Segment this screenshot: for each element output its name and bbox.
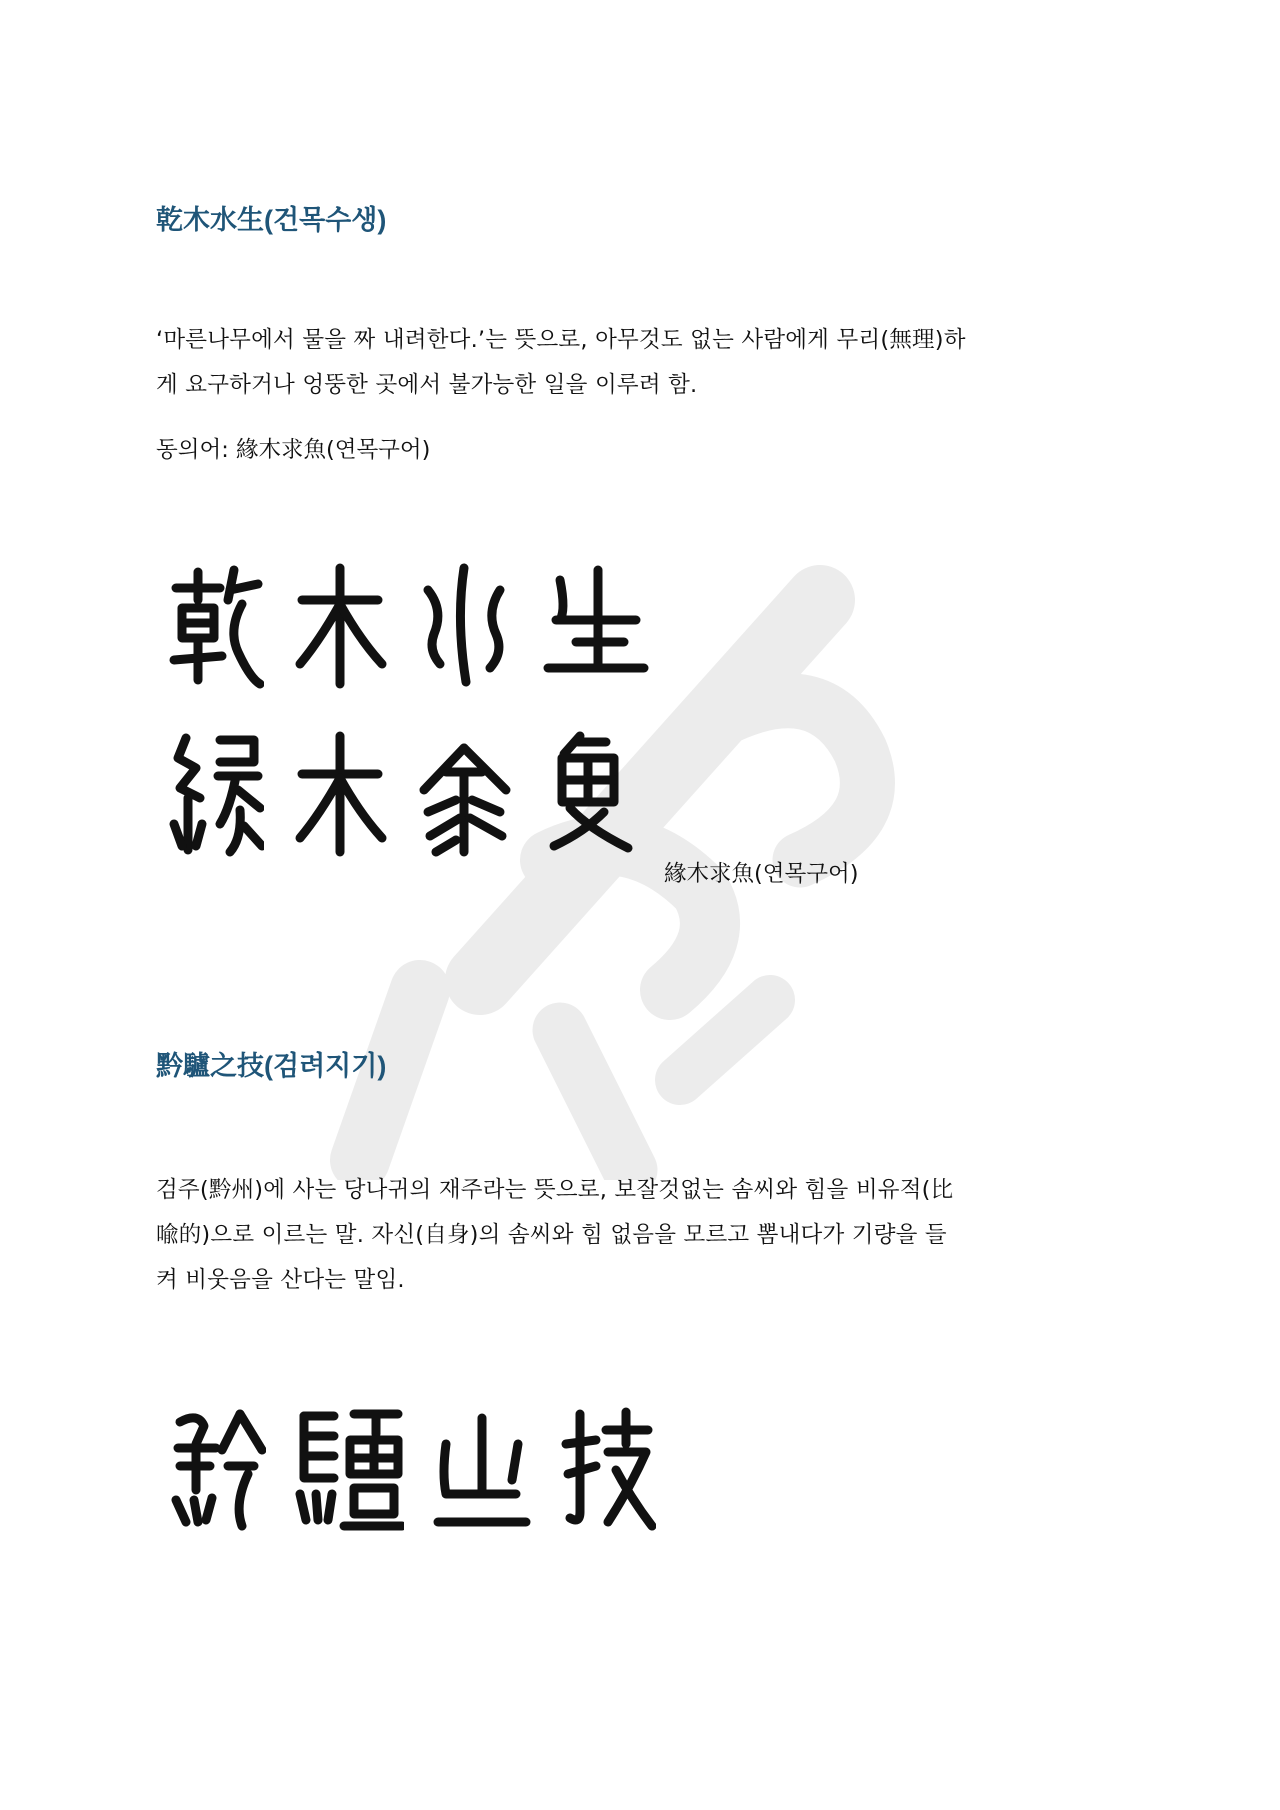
seal-char-黔 xyxy=(170,1404,266,1534)
seal-script-row-3 xyxy=(170,1404,656,1534)
seal-caption: 緣木求魚(연목구어) xyxy=(664,861,859,887)
seal-char-驢 xyxy=(294,1404,404,1534)
seal-char-緣 xyxy=(168,728,264,858)
seal-char-之 xyxy=(432,1404,532,1534)
seal-char-求 xyxy=(416,728,512,858)
seal-char-技 xyxy=(560,1404,656,1534)
seal-char-水 xyxy=(416,560,512,690)
entry-description-line-2: 喩的)으로 이르는 말. 자신(自身)의 솜씨와 힘 없음을 모르고 뽐내다가 기량을 들 xyxy=(156,1222,947,1248)
seal-script-row-2 xyxy=(168,728,636,858)
seal-script-row-1 xyxy=(168,560,650,690)
seal-char-魚 xyxy=(540,728,636,858)
seal-char-生 xyxy=(540,560,650,690)
entry-description-line-1: ‘마른나무에서 물을 짜 내려한다.’는 뜻으로, 아무것도 없는 사람에게 무리(無理)하 xyxy=(156,327,966,353)
seal-char-乾 xyxy=(168,560,264,690)
entry-description-line-1: 검주(黔州)에 사는 당나귀의 재주라는 뜻으로, 보잘것없는 솜씨와 힘을 비유적(比 xyxy=(156,1177,954,1203)
entry-description-line-2: 게 요구하거나 엉뚱한 곳에서 불가능한 일을 이루려 함. xyxy=(156,372,698,398)
synonym-line: 동의어: 緣木求魚(연목구어) xyxy=(156,437,431,463)
entry-title-geonmoksusaeng: 乾木水生(건목수생) xyxy=(156,205,387,235)
entry-description-line-3: 켜 비웃음을 산다는 말임. xyxy=(156,1267,405,1293)
entry-title-geomryeojigi: 黔驢之技(검려지기) xyxy=(156,1051,387,1081)
seal-char-木 xyxy=(292,560,388,690)
seal-char-木-2 xyxy=(292,728,388,858)
